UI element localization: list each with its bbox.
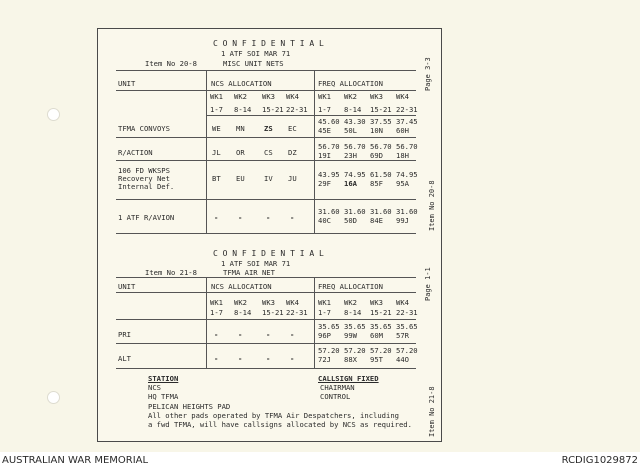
ncs-cell: WE [212,124,221,133]
code-cell: 60H [396,126,409,135]
ncs-cell: OR [236,148,245,157]
code-cell: 10N [370,126,383,135]
ncs-cell: ZS [264,124,273,133]
day-range: 8-14 [344,308,362,317]
row-unit: PRI [118,330,131,339]
code-cell: 45E [318,126,331,135]
doc2-item-title: TFMA AIR NET [223,268,275,277]
freq-cell: 56.70 [344,142,366,151]
week-label: WK4 [396,298,409,307]
code-cell: 57R [396,331,409,340]
code-cell: 85F [370,179,383,188]
doc1-rule-header [116,90,416,91]
ncs-cell: - [214,213,219,222]
code-cell: 60M [370,331,383,340]
ncs-cell: - [238,213,243,222]
week-label: WK4 [286,298,299,307]
code-cell: 23H [344,151,357,160]
code-cell: 72J [318,355,331,364]
week-label: WK2 [234,92,247,101]
day-range: 15-21 [370,308,392,317]
station-name: NCS [148,383,161,392]
doc2-page-tag: Page 1-1 [424,267,432,301]
row-unit: TFMA CONVOYS [118,124,170,133]
week-label: WK3 [370,298,383,307]
freq-cell: 31.60 [370,207,392,216]
freq-cell: 37.45 [396,117,418,126]
ncs-cell: JL [212,148,221,157]
freq-cell: 37.55 [370,117,392,126]
freq-cell: 57.20 [370,346,392,355]
ncs-cell: JU [288,174,297,183]
code-cell: 19I [318,151,331,160]
doc2-col-divider-2 [314,277,315,368]
freq-cell: 57.20 [318,346,340,355]
freq-cell: 74.95 [396,170,418,179]
doc2-rule-header [116,292,416,293]
week-label: WK3 [262,92,275,101]
week-label: WK1 [318,298,331,307]
freq-cell: 43.30 [344,117,366,126]
callsign-header: CALLSIGN FIXED [318,374,379,383]
week-label: WK3 [262,298,275,307]
code-cell: 50D [344,216,357,225]
doc1-rule-row3 [116,199,416,200]
ncs-cell: - [290,354,295,363]
doc2-item-number: Item No 21-8 [145,268,197,277]
code-cell: 88X [344,355,357,364]
day-range: 22-31 [286,308,308,317]
day-range: 22-31 [396,105,418,114]
doc2-classification: C O N F I D E N T I A L [213,249,324,258]
freq-cell: 31.60 [396,207,418,216]
code-cell: 44O [396,355,409,364]
week-label: WK4 [396,92,409,101]
ncs-cell: - [266,213,271,222]
code-cell: 95T [370,355,383,364]
row-unit: 1 ATF R/AVION [118,213,175,222]
note-line: a fwd TFMA, will have callsigns allocated by NCS as required. [148,420,412,429]
day-range: 8-14 [234,105,252,114]
doc1-col-divider-1 [206,70,207,233]
station-name: HQ TFMA [148,392,179,401]
station-name: PELICAN HEIGHTS PAD [148,402,231,411]
freq-cell: 35.65 [370,322,392,331]
ncs-cell: - [290,330,295,339]
ncs-cell: - [266,354,271,363]
week-label: WK1 [210,298,223,307]
ncs-cell: IV [264,174,273,183]
freq-cell: 74.95 [344,170,366,179]
day-range: 15-21 [262,308,284,317]
week-label: WK2 [344,92,357,101]
code-cell: 99J [396,216,409,225]
doc1-ncs-header: NCS ALLOCATION [211,79,272,88]
doc2-rule-row1 [116,343,416,344]
code-cell: 16A [344,179,357,188]
week-label: WK1 [210,92,223,101]
doc2-freq-header: FREQ ALLOCATION [318,282,383,291]
doc1-side-tag: Item No 20-8 [428,180,436,231]
ncs-cell: DZ [288,148,297,157]
freq-cell: 45.60 [318,117,340,126]
doc2-rule-days [116,319,416,320]
ncs-cell: EC [288,124,297,133]
row-unit: ALT [118,354,131,363]
doc2-unit-header: UNIT [118,282,136,291]
ncs-cell: - [214,354,219,363]
code-cell: 50L [344,126,357,135]
day-range: 8-14 [234,308,252,317]
day-range: 1-7 [318,105,331,114]
freq-cell: 56.70 [318,142,340,151]
station-header: STATION [148,374,179,383]
doc1-rule-top [116,70,416,71]
punch-hole-bottom [47,391,60,404]
day-range: 15-21 [370,105,392,114]
week-label: WK3 [370,92,383,101]
ncs-cell: - [290,213,295,222]
day-range: 1-7 [318,308,331,317]
ncs-cell: - [238,354,243,363]
week-label: WK2 [344,298,357,307]
doc1-item-number: Item No 20-8 [145,59,197,68]
code-cell: 29F [318,179,331,188]
archive-reference: RCDIG1029872 [561,455,638,466]
freq-cell: 35.65 [396,322,418,331]
freq-cell: 43.95 [318,170,340,179]
archive-name: AUSTRALIAN WAR MEMORIAL [2,455,149,466]
day-range: 1-7 [210,308,223,317]
archive-footer [0,452,640,469]
note-line: All other pads operated by TFMA Air Despatchers, including [148,411,399,420]
row-unit-line: Recovery Net [118,174,170,183]
ncs-cell: - [266,330,271,339]
ncs-cell: - [238,330,243,339]
doc1-classification: C O N F I D E N T I A L [213,39,324,48]
freq-cell: 61.50 [370,170,392,179]
ncs-cell: - [214,330,219,339]
doc1-days-rule [206,115,416,116]
doc1-rule-row2 [116,160,416,161]
ncs-cell: EU [236,174,245,183]
doc1-subtitle: 1 ATF SOI MAR 71 [221,49,291,58]
ncs-cell: MN [236,124,245,133]
station-callsign: CHAIRMAN [320,383,355,392]
code-cell: 40C [318,216,331,225]
freq-cell: 35.65 [318,322,340,331]
day-range: 22-31 [286,105,308,114]
code-cell: 18H [396,151,409,160]
day-range: 15-21 [262,105,284,114]
code-cell: 99W [344,331,357,340]
day-range: 8-14 [344,105,362,114]
document-sheet [97,28,442,442]
code-cell: 96P [318,331,331,340]
code-cell: 69D [370,151,383,160]
doc1-rule-bottom [116,233,416,234]
punch-hole-top [47,108,60,121]
doc2-rule-bottom [116,368,416,369]
doc2-side-tag: Item No 21-8 [428,386,436,437]
code-cell: 84E [370,216,383,225]
ncs-cell: CS [264,148,273,157]
freq-cell: 31.60 [344,207,366,216]
doc1-freq-header: FREQ ALLOCATION [318,79,383,88]
week-label: WK1 [318,92,331,101]
doc2-col-divider-1 [206,277,207,368]
day-range: 1-7 [210,105,223,114]
day-range: 22-31 [396,308,418,317]
doc1-rule-row1 [116,137,416,138]
doc1-page-tag: Page 3-3 [424,57,432,91]
doc2-ncs-header: NCS ALLOCATION [211,282,272,291]
freq-cell: 31.60 [318,207,340,216]
code-cell: 95A [396,179,409,188]
freq-cell: 57.20 [396,346,418,355]
ncs-cell: BT [212,174,221,183]
freq-cell: 57.20 [344,346,366,355]
doc1-unit-header: UNIT [118,79,136,88]
doc2-rule-top [116,277,416,278]
doc1-col-divider-2 [314,70,315,233]
freq-cell: 35.65 [344,322,366,331]
week-label: WK4 [286,92,299,101]
doc2-subtitle: 1 ATF SOI MAR 71 [221,259,291,268]
freq-cell: 56.70 [370,142,392,151]
station-callsign: CONTROL [320,392,351,401]
week-label: WK2 [234,298,247,307]
row-unit-line: Internal Def. [118,182,175,191]
row-unit: R/ACTION [118,148,153,157]
row-unit-line: 106 FD WKSPS [118,166,170,175]
doc1-item-title: MISC UNIT NETS [223,59,284,68]
freq-cell: 56.70 [396,142,418,151]
